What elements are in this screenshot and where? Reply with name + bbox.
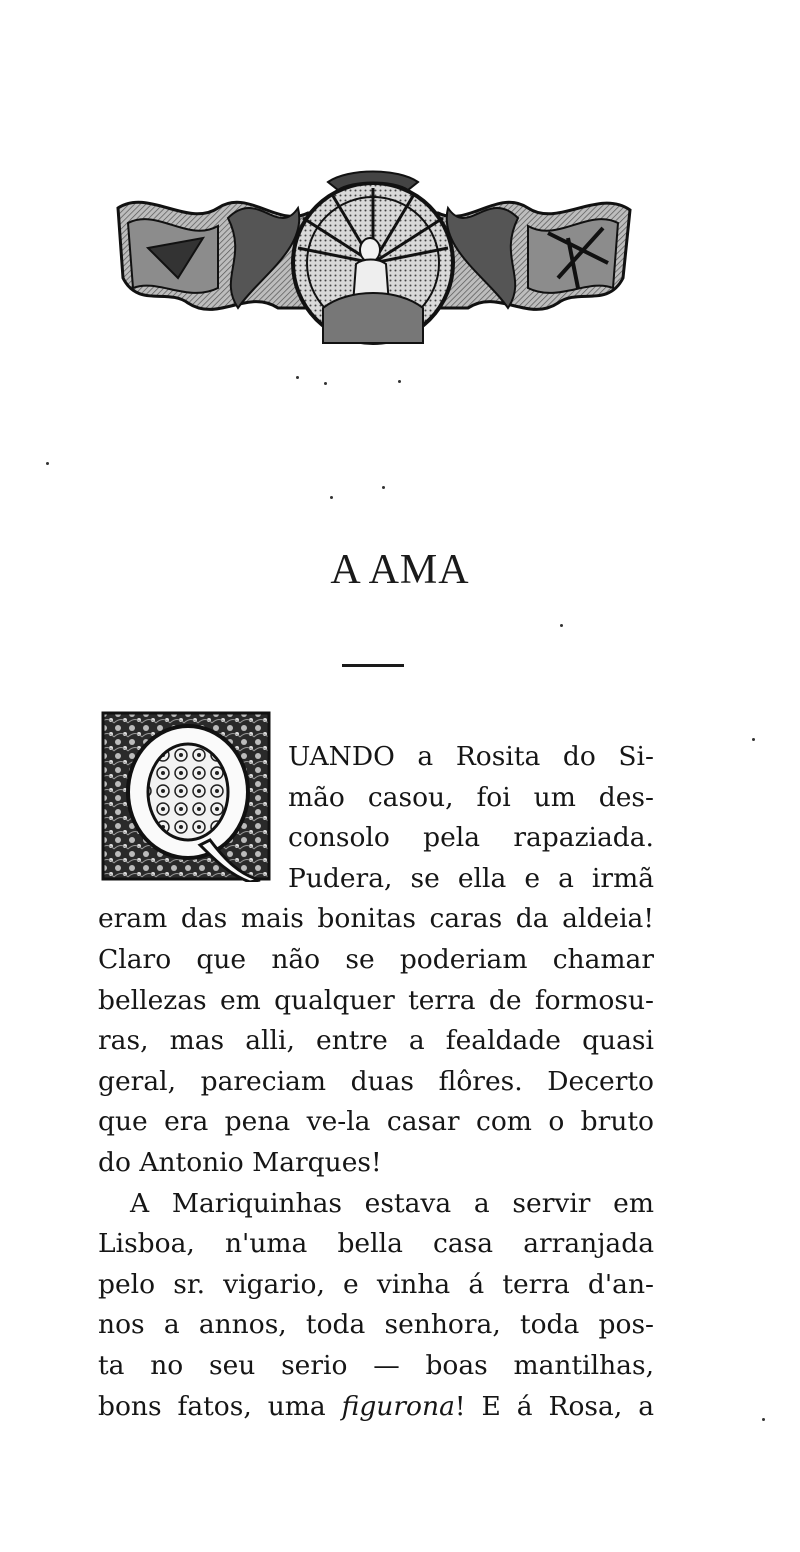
ink-speck <box>296 376 299 379</box>
ink-speck <box>324 382 327 385</box>
text-line: pelo sr. vigario, e vinha á terra d'an- <box>98 1268 654 1300</box>
text-line: do Antonio Marques! <box>98 1146 382 1178</box>
ink-speck <box>382 486 385 489</box>
text-line: bellezas em qualquer terra de formosu- <box>98 984 654 1016</box>
text-line: ta no seu serio — boas mantilhas, <box>98 1349 654 1381</box>
final-line-before: bons fatos, uma <box>98 1390 342 1422</box>
text-line: consolo pela rapaziada. <box>288 822 654 854</box>
text-line: ras, mas alli, entre a fealdade quasi <box>98 1025 654 1057</box>
text-line: Claro que não se poderiam chamar <box>98 943 654 975</box>
final-line-italic: figurona <box>341 1390 455 1422</box>
body-text <box>98 737 654 1427</box>
text-line: Lisboa, n'uma bella casa arranjada <box>98 1228 654 1260</box>
text-line: nos a annos, toda senhora, toda pos- <box>98 1309 654 1341</box>
text-line: mão casou, foi um des- <box>288 781 654 813</box>
ink-speck <box>46 462 49 465</box>
chapter-title: A AMA <box>330 547 470 593</box>
ink-speck <box>762 1418 765 1421</box>
text-line: eram das mais bonitas caras da aldeia! <box>98 903 654 935</box>
ink-speck <box>752 738 755 741</box>
ink-speck <box>330 496 333 499</box>
text-line: geral, pareciam duas flôres. Decerto <box>98 1065 654 1097</box>
title-rule <box>342 664 404 667</box>
text-line-final <box>98 1387 654 1428</box>
final-line-after: ! E á Rosa, a <box>454 1390 654 1422</box>
ink-speck <box>560 624 563 627</box>
text-line: A Mariquinhas estava a servir em <box>130 1187 654 1219</box>
ink-speck <box>398 380 401 383</box>
text-line: que era pena ve-la casar com o bruto <box>98 1106 654 1138</box>
text-line: Pudera, se ella e a irmã <box>288 862 654 894</box>
text-line: UANDO a Rosita do Si- <box>288 741 654 772</box>
headpiece-ornament-icon <box>108 168 638 353</box>
